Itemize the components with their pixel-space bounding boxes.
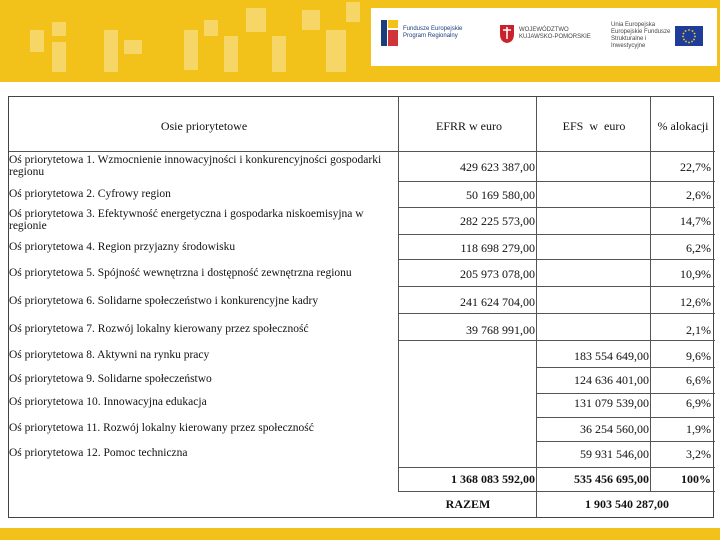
table-cell-pct: 12,6% (680, 295, 711, 309)
decor-square (224, 36, 238, 72)
fe-logo-text: Fundusze Europejskie Program Regionalny (403, 26, 463, 39)
decor-square (30, 30, 44, 52)
grand-total: 1 903 540 287,00 (585, 497, 669, 511)
decor-square (124, 40, 142, 54)
allocation-table (8, 96, 714, 518)
table-cell-pct: 2,1% (686, 323, 711, 337)
table-row-label: Oś priorytetowa 5. Spójność wewnętrzna i dostępność zewnętrzna regionu (9, 267, 352, 279)
decor-square (346, 2, 360, 22)
grid-line (536, 441, 715, 442)
grid-line (398, 259, 715, 260)
table-cell-efrr: 282 225 573,00 (460, 214, 535, 228)
table-row-label: Oś priorytetowa 7. Rozwój lokalny kierowany przez społeczność (9, 323, 309, 335)
table-cell-pct: 3,2% (686, 447, 711, 461)
table-row-label: Oś priorytetowa 3. Efektywność energetyczna i gospodarka niskoemisyjna w regionie (9, 208, 364, 232)
table-cell-efrr: 429 623 387,00 (460, 160, 535, 174)
table-cell-pct: 9,6% (686, 349, 711, 363)
fundusze-europejskie-logo (381, 18, 463, 48)
kujawsko-pomorskie-logo (499, 24, 599, 44)
table-cell-efs: 183 554 649,00 (574, 349, 649, 363)
decor-square (104, 30, 118, 72)
table-cell-efs: 36 254 560,00 (580, 422, 649, 436)
table-cell-efs: 131 079 539,00 (574, 396, 649, 410)
decor-square (272, 36, 286, 72)
grid-line (398, 340, 715, 341)
col-header-efrr: EFRR w euro (436, 119, 502, 133)
region-crest-icon (499, 24, 515, 44)
table-cell-efrr: 39 768 991,00 (466, 323, 535, 337)
table-row-label: Oś priorytetowa 10. Innowacyjna edukacja (9, 396, 207, 408)
col-header-axes: Osie priorytetowe (160, 119, 248, 133)
region-logo-text: WOJEWÓDZTWO KUJAWSKO-POMORSKIE (519, 27, 591, 40)
table-cell-efrr: 118 698 279,00 (460, 241, 535, 255)
grid-line (398, 234, 715, 235)
table-row-label: Oś priorytetowa 2. Cyfrowy region (9, 188, 171, 200)
table-cell-pct: 2,6% (686, 188, 711, 202)
table-row-label: Oś priorytetowa 1. Wzmocnienie innowacyjności i konkurencyjności gospodarki regionu (9, 154, 382, 178)
eu-flag-icon (675, 26, 703, 46)
table-row-label: Oś priorytetowa 12. Pomoc techniczna (9, 447, 188, 459)
table-row-label: Oś priorytetowa 9. Solidarne społeczeństwo (9, 373, 212, 385)
table-cell-efs: 59 931 546,00 (580, 447, 649, 461)
table-cell-pct: 6,6% (686, 373, 711, 387)
fe-star-icon (381, 18, 399, 48)
eu-logo-text: Unia Europejska Europejskie Fundusze Strukturalne i Inwestycyjne (611, 22, 671, 49)
grid-line (398, 467, 715, 468)
table-row-label: Oś priorytetowa 8. Aktywni na rynku pracy (9, 349, 210, 361)
grid-line (9, 151, 715, 152)
grid-line (398, 207, 715, 208)
col-header-allocation: % alokacji (657, 119, 709, 133)
table-cell-pct: 6,9% (686, 396, 711, 410)
decor-square (52, 42, 66, 72)
grid-line (536, 97, 537, 517)
decor-square (184, 30, 198, 70)
table-cell-pct: 14,7% (680, 214, 711, 228)
table-cell-pct: 22,7% (680, 160, 711, 174)
decor-square (326, 30, 346, 72)
total-pct: 100% (681, 472, 711, 486)
table-row-label: Oś priorytetowa 4. Region przyjazny środowisku (9, 241, 236, 253)
grid-line (536, 393, 715, 394)
unia-europejska-logo (611, 22, 703, 50)
grid-line (536, 367, 715, 368)
table-row-label: Oś priorytetowa 11. Rozwój lokalny kierowany przez społeczność (9, 422, 314, 434)
grid-line (398, 97, 399, 492)
decor-square (246, 8, 266, 32)
grid-line (398, 286, 715, 287)
grid-line (398, 491, 715, 492)
grid-line (536, 417, 715, 418)
table-cell-pct: 10,9% (680, 267, 711, 281)
col-header-efs: EFS w euro (562, 119, 626, 133)
table-cell-pct: 1,9% (686, 422, 711, 436)
table-cell-pct: 6,2% (686, 241, 711, 255)
decor-square (302, 10, 320, 30)
table-cell-efrr: 241 624 704,00 (460, 295, 535, 309)
table-cell-efs: 124 636 401,00 (574, 373, 649, 387)
total-efrr: 1 368 083 592,00 (451, 472, 535, 486)
table-cell-efrr: 205 973 078,00 (460, 267, 535, 281)
logo-strip (371, 8, 717, 66)
grid-line (650, 97, 651, 492)
decor-square (204, 20, 218, 36)
grid-line (398, 181, 715, 182)
razem-label: RAZEM (445, 497, 491, 511)
total-efs: 535 456 695,00 (574, 472, 649, 486)
grid-line (398, 313, 715, 314)
header-banner (0, 0, 720, 82)
decor-square (52, 22, 66, 36)
table-cell-efrr: 50 169 580,00 (466, 188, 535, 202)
footer-bar (0, 528, 720, 540)
table-row-label: Oś priorytetowa 6. Solidarne społeczeństwo i konkurencyjne kadry (9, 295, 319, 307)
